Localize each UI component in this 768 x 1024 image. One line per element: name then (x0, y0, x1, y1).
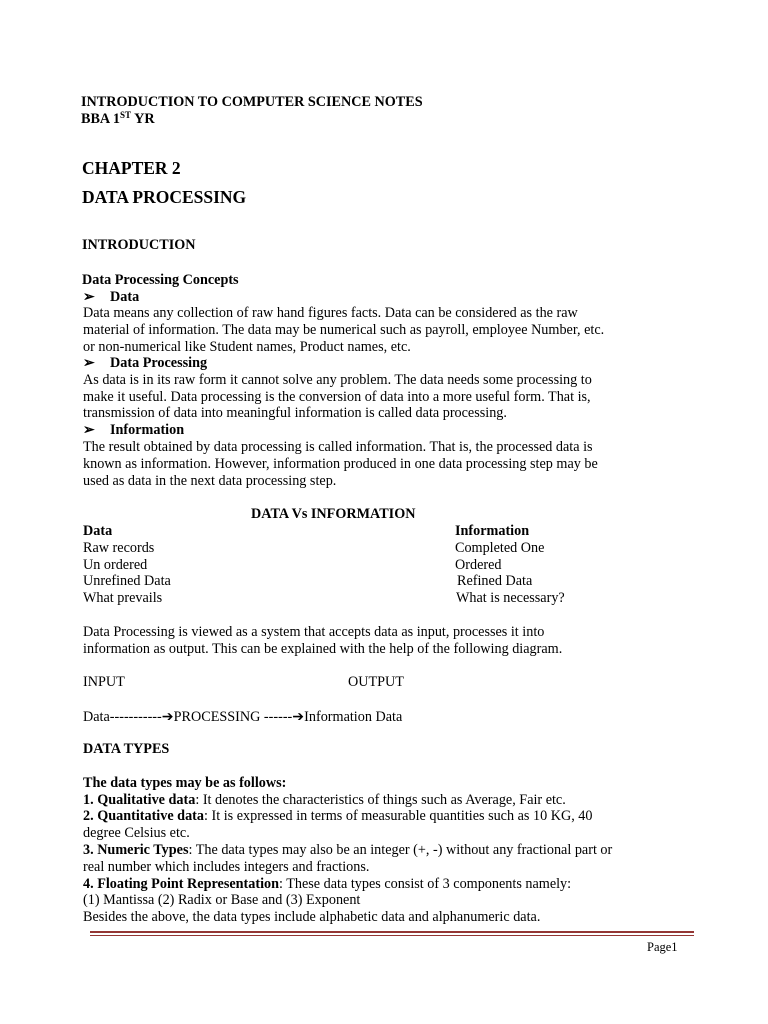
concept-term-data: ➢ Data (83, 289, 140, 305)
concept-text-line: used as data in the next data processing step. (83, 473, 337, 489)
data-type-item-numeric: 3. Numeric Types: The data types may also be an integer (+, -) without any fractional part or (83, 842, 613, 858)
comparison-cell-information: Refined Data (457, 573, 533, 589)
document-header-title: INTRODUCTION TO COMPUTER SCIENCE NOTES (81, 94, 423, 110)
comparison-header-information: Information (455, 523, 530, 539)
footer-rule-thin (90, 935, 694, 936)
footer-rule (90, 931, 694, 933)
concepts-heading: Data Processing Concepts (82, 272, 239, 288)
concept-text-line: material of information. The data may be numerical such as payroll, employee Number, etc. (83, 322, 605, 338)
document-header-course: BBA 1ST YR (81, 110, 155, 127)
comparison-header-data: Data (83, 523, 113, 539)
comparison-cell-information: What is necessary? (456, 590, 565, 606)
diagram-input-label: INPUT (83, 674, 125, 690)
system-text-line: Data Processing is viewed as a system that accepts data as input, processes it into (83, 624, 545, 640)
data-type-item-continuation: (1) Mantissa (2) Radix or Base and (3) Exponent (83, 892, 361, 908)
data-types-closing: Besides the above, the data types include alphabetic data and alphanumeric data. (83, 909, 541, 925)
comparison-cell-data: Unrefined Data (83, 573, 171, 589)
comparison-cell-information: Ordered (455, 557, 502, 573)
concept-text-line: transmission of data into meaningful information is called data processing. (83, 405, 507, 421)
comparison-cell-data: Un ordered (83, 557, 148, 573)
data-type-item-qualitative: 1. Qualitative data: It denotes the characteristics of things such as Average, Fair etc. (83, 792, 566, 808)
arrow-right-icon: ➔ (161, 709, 174, 725)
data-types-intro: The data types may be as follows: (83, 775, 287, 791)
data-type-item-floating-point: 4. Floating Point Representation: These data types consist of 3 components namely: (83, 876, 572, 892)
diagram-output-label: OUTPUT (348, 674, 404, 690)
arrow-bullet-icon: ➢ (83, 422, 95, 438)
concept-text-line: make it useful. Data processing is the conversion of data into a more useful form. That is, (83, 389, 591, 405)
arrow-bullet-icon: ➢ (83, 355, 95, 371)
concept-text-line: The result obtained by data processing is called information. That is, the processed data is (83, 439, 593, 455)
concept-term-data-processing: ➢ Data Processing (83, 355, 208, 371)
comparison-cell-information: Completed One (455, 540, 545, 556)
arrow-bullet-icon: ➢ (83, 289, 95, 305)
concept-text-line: Data means any collection of raw hand figures facts. Data can be considered as the raw (83, 305, 578, 321)
comparison-cell-data: What prevails (83, 590, 163, 606)
data-type-item-continuation: degree Celsius etc. (83, 825, 190, 841)
chapter-title: DATA PROCESSING (82, 187, 247, 207)
concept-text-line: or non-numerical like Student names, Product names, etc. (83, 339, 411, 355)
concept-text-line: known as information. However, information produced in one data processing step may be (83, 456, 598, 472)
section-heading-data-types: DATA TYPES (83, 741, 170, 757)
arrow-right-icon: ➔ (292, 709, 305, 725)
page-number: Page1 (647, 940, 678, 954)
concept-term-information: ➢ Information (83, 422, 185, 438)
comparison-title: DATA Vs INFORMATION (251, 506, 416, 522)
diagram-flow: Data-----------➔PROCESSING ------➔Information Data (83, 709, 403, 725)
section-heading-introduction: INTRODUCTION (82, 237, 196, 253)
concept-text-line: As data is in its raw form it cannot solve any problem. The data needs some processing to (83, 372, 592, 388)
chapter-number: CHAPTER 2 (82, 158, 181, 178)
system-text-line: information as output. This can be explained with the help of the following diagram. (83, 641, 563, 657)
comparison-cell-data: Raw records (83, 540, 155, 556)
data-type-item-continuation: real number which includes integers and fractions. (83, 859, 370, 875)
data-type-item-quantitative: 2. Quantitative data: It is expressed in terms of measurable quantities such as 10 KG, 40 (83, 808, 593, 824)
